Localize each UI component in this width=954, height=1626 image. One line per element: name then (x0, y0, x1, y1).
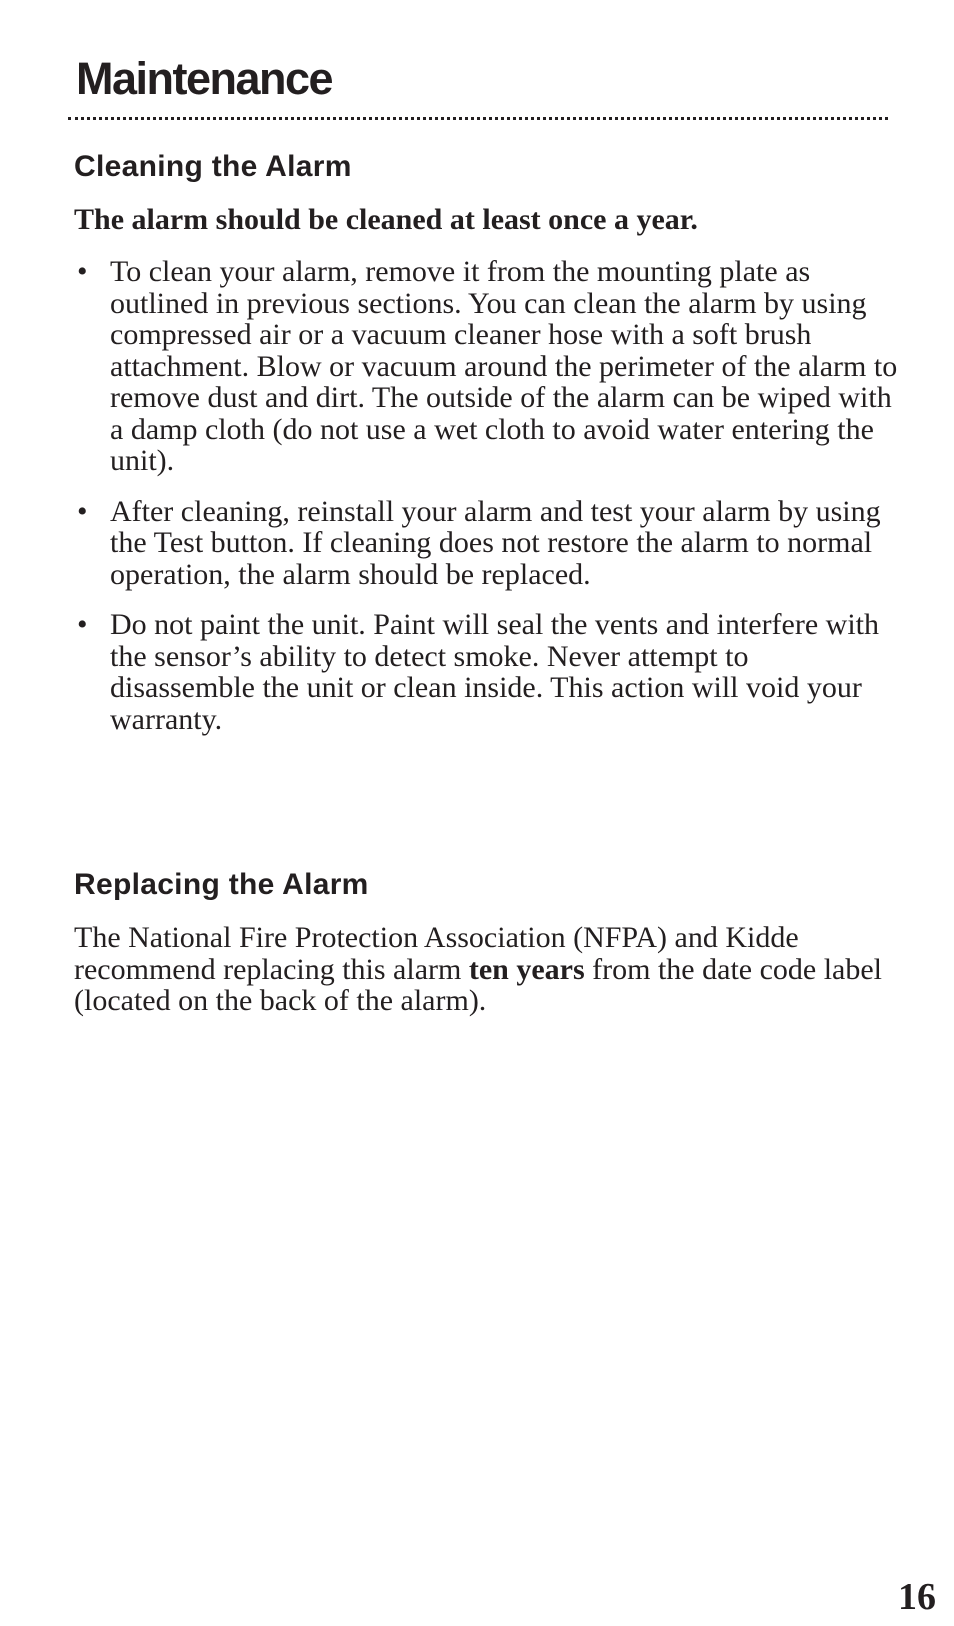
bullet-text: Do not paint the unit. Paint will seal the vents and interfere with the sensor’s ability to detect smoke. Never attempt to disassemble the unit or clean inside. This action will void your warranty. (110, 608, 879, 736)
replacing-text-end: from the date code label (located on the back of the alarm). (74, 952, 883, 1017)
list-item (74, 496, 899, 591)
page-number: 16 (898, 1576, 936, 1618)
replacing-emphasis: ten years (468, 952, 585, 986)
list-item (74, 256, 899, 477)
section-heading-cleaning: Cleaning the Alarm (74, 150, 352, 183)
bullet-text: To clean your alarm, remove it from the mounting plate as outlined in previous sections. You can clean the alarm by using compressed air or a vacuum cleaner hose with a soft brush attachment. Blow or vacuum around the perimeter of the alarm to remove dust and dirt. The outside of the alarm can be wiped with a damp cloth (do not use a wet cloth to avoid water entering the unit). (110, 255, 898, 477)
bullet-icon: • (77, 255, 88, 288)
cleaning-intro: The alarm should be cleaned at least once a year. (74, 203, 698, 236)
bullet-icon: • (77, 608, 88, 641)
replacing-text-start: The National Fire Protection Association (NFPA) and Kidde recommend replacing this alarm (74, 921, 799, 986)
bullet-text: After cleaning, reinstall your alarm and test your alarm by using the Test button. If cleaning does not restore the alarm to normal operation, the alarm should be replaced. (110, 494, 881, 591)
dotted-divider (68, 117, 888, 120)
page-title: Maintenance (76, 53, 333, 104)
list-item (74, 609, 899, 735)
section-heading-replacing: Replacing the Alarm (74, 868, 369, 901)
replacing-paragraph (74, 922, 899, 1017)
bullet-icon: • (77, 494, 88, 528)
cleaning-bullet-list (74, 256, 899, 754)
